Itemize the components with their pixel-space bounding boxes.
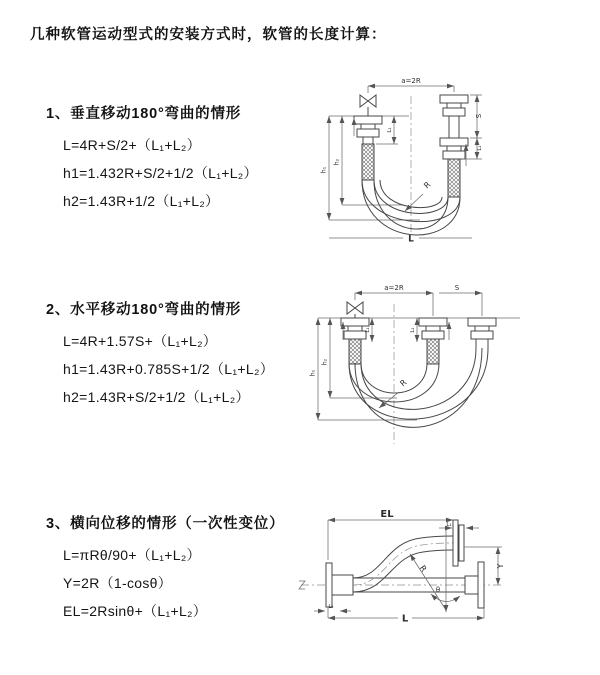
radius-label: R [398, 377, 409, 389]
dim-label-l1: L₁ [410, 327, 416, 333]
dim-a2r-and-s [355, 284, 482, 316]
dim-label-h2: h₂ [321, 358, 329, 366]
page-title: 几种软管运动型式的安装方式时，软管的长度计算： [30, 27, 387, 43]
formula-line: EL=2Rsinθ+（L₁+L₂） [63, 603, 208, 619]
formula-line: h2=1.43R+S/2+1/2（L₁+L₂） [63, 389, 250, 405]
radius-callout [410, 554, 446, 610]
valve-icon [360, 95, 376, 116]
dim-label-h1: h₁ [309, 369, 317, 377]
formula-line: h2=1.43R+1/2（L₁+L₂） [63, 193, 220, 209]
angle-label-theta: θ [435, 586, 441, 594]
braided-hose-section [349, 339, 361, 364]
dim-label-l1: L₁ [446, 522, 452, 528]
radius-label: R [422, 179, 433, 191]
dim-l [329, 235, 472, 245]
dim-label-s: S [475, 113, 483, 119]
dim-el [328, 509, 453, 560]
section-1-heading: 1、垂直移动180°弯曲的情形 [46, 106, 242, 122]
left-flange [326, 563, 353, 607]
dim-label-s: S [454, 284, 460, 292]
formula-line: h1=1.43R+0.785S+1/2（L₁+L₂） [63, 361, 274, 377]
dim-label-l: L [408, 234, 414, 245]
hose-u-bend-curves [349, 348, 488, 427]
left-pipe-fitting [354, 116, 382, 180]
valve-icon [347, 302, 363, 318]
left-pipe-fitting [341, 318, 369, 364]
dim-s [470, 95, 483, 138]
diagram-vertical-180-bend [312, 70, 572, 258]
dim-a2r [368, 77, 454, 93]
formula-line: L=πRθ/90+（L₁+L₂） [63, 547, 201, 563]
section-3-heading: 3、横向位移的情形（一次性变位） [46, 516, 285, 532]
right-flange-original-position [465, 562, 484, 608]
dim-label-el: EL [380, 509, 394, 520]
braided-hose-section [427, 339, 439, 364]
dim-label-a2r: a=2R [384, 284, 404, 292]
formula-line: L=4R+1.57S+（L₁+L₂） [63, 333, 218, 349]
right-pipe-fittings [440, 95, 468, 197]
dim-l1-b [410, 318, 417, 342]
section-vertical-movement [46, 104, 326, 215]
section-1-formulas [63, 131, 326, 215]
formula-line: Y=2R（1-cosθ） [63, 575, 173, 591]
hose-s-curve [353, 536, 453, 592]
diagram-lateral-displacement [295, 500, 595, 655]
section-2-formulas [63, 327, 326, 411]
dim-label-l1: L₁ [477, 145, 483, 151]
dim-label-l: L [401, 613, 409, 625]
radius-label: R [417, 563, 429, 574]
dim-label-l1: L₁ [387, 127, 393, 133]
middle-pipe-fitting [419, 318, 447, 364]
dim-l [328, 607, 484, 625]
formula-line: h1=1.432R+S/2+1/2（L₁+L₂） [63, 165, 258, 181]
dim-l2 [314, 604, 351, 611]
dim-label-h1: h₁ [320, 166, 328, 174]
diagram-horizontal-180-bend [305, 278, 560, 458]
formula-line: L=4R+S/2+（L₁+L₂） [63, 137, 201, 153]
right-pipe-fitting [468, 318, 496, 349]
top-right-flange [453, 520, 464, 566]
dim-label-l1: L₁ [365, 327, 371, 333]
braided-hose-section [362, 144, 374, 180]
section-2-heading: 2、水平移动180°弯曲的情形 [46, 302, 242, 318]
dim-label-a2r: a=2R [401, 77, 421, 85]
dim-label-y: Y [496, 563, 505, 569]
dim-label-h2: h₂ [333, 158, 341, 166]
dim-label-l2: L₂ [328, 604, 334, 610]
section-3-formulas [63, 541, 326, 625]
section-horizontal-movement [46, 300, 326, 411]
braided-hose-section [448, 159, 460, 197]
section-lateral-displacement [46, 514, 326, 625]
